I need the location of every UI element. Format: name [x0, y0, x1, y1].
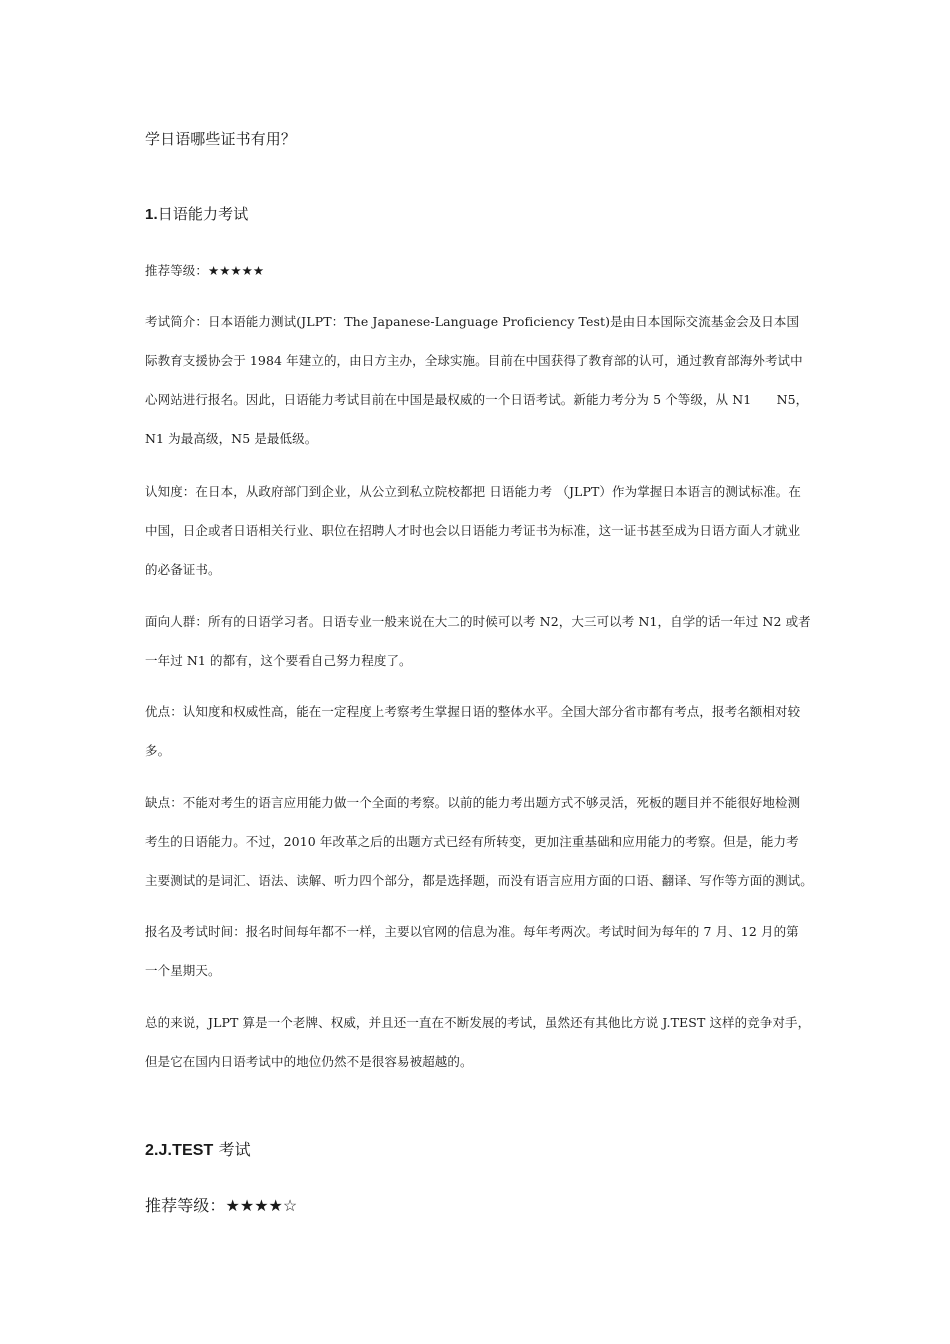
- intro-line: 际教育支援协会于 1984 年建立的，由日方主办，全球实施。目前在中国获得了教育部的认可，通过教育部海外考试中: [145, 353, 803, 368]
- recognition-line: 中国，日企或者日语相关行业、职位在招聘人才时也会以日语能力考证书为标准，这一证书甚至成为日语方面人才就业: [145, 523, 801, 538]
- section-1-number: 1.: [145, 206, 158, 223]
- audience-line: 一年过 N1 的都有，这个要看自己努力程度了。: [145, 653, 412, 668]
- summary-line: 总的来说，JLPT 算是一个老牌、权威，并且还一直在不断发展的考试，虽然还有其他比方说 J.TEST 这样的竞争对手，: [145, 1015, 811, 1030]
- rating-stars: ★★★★★: [208, 263, 265, 278]
- rating-label: 推荐等级：: [145, 1196, 226, 1215]
- cons-line: 考生的日语能力。不过，2010 年改革之后的出题方式已经有所转变，更加注重基础和应用能力的考察。但是，能力考: [145, 834, 799, 849]
- schedule-line: 一个星期天。: [145, 963, 221, 978]
- cons-line: 缺点：不能对考生的语言应用能力做一个全面的考察。以前的能力考出题方式不够灵活，死板的题目并不能很好地检测: [145, 795, 801, 810]
- schedule-line: 报名及考试时间：报名时间每年都不一样，主要以官网的信息为准。每年考两次。考试时间为每年的 7 月、12 月的第: [145, 924, 799, 939]
- intro-line: 心网站进行报名。因此，日语能力考试目前在中国是最权威的一个日语考试。新能力考分为 5 个等级，从 N1 N5，: [145, 392, 809, 407]
- intro-line: N1 为最高级，N5 是最低级。: [145, 431, 318, 446]
- recognition-line: 认知度：在日本，从政府部门到企业，从公立到私立院校都把 日语能力考 （JLPT）作为掌握日本语言的测试标准。在: [145, 484, 802, 499]
- section-2-number: 2.J.TEST: [145, 1142, 214, 1159]
- rating-label: 推荐等级：: [145, 263, 209, 278]
- cons-line: 主要测试的是词汇、语法、读解、听力四个部分，都是选择题，而没有语言应用方面的口语、翻译、写作等方面的测试。: [145, 873, 813, 888]
- rating-stars: ★★★★☆: [225, 1196, 298, 1215]
- pros-line: 优点：认知度和权威性高，能在一定程度上考察考生掌握日语的整体水平。全国大部分省市都有考点，报考名额相对较: [145, 704, 801, 719]
- summary-line: 但是它在国内日语考试中的地位仍然不是很容易被超越的。: [145, 1054, 473, 1069]
- recognition-line: 的必备证书。: [145, 562, 221, 577]
- section-2-heading: [145, 1137, 251, 1160]
- section-1-rating: [145, 261, 264, 279]
- intro-line: 考试简介：日本语能力测试(JLPT：The Japanese-Language Proficiency Test)是由日本国际交流基金会及日本国: [145, 314, 800, 329]
- document-title: 学日语哪些证书有用？: [145, 130, 297, 148]
- section-2-rating: [145, 1193, 297, 1216]
- section-1-heading: [145, 203, 248, 224]
- section-2-title: 考试: [213, 1140, 251, 1159]
- section-1-title: 日语能力考试: [157, 205, 249, 223]
- audience-line: 面向人群：所有的日语学习者。日语专业一般来说在大二的时候可以考 N2，大三可以考 N1，自学的话一年过 N2 或者: [145, 614, 811, 629]
- pros-line: 多。: [145, 743, 171, 758]
